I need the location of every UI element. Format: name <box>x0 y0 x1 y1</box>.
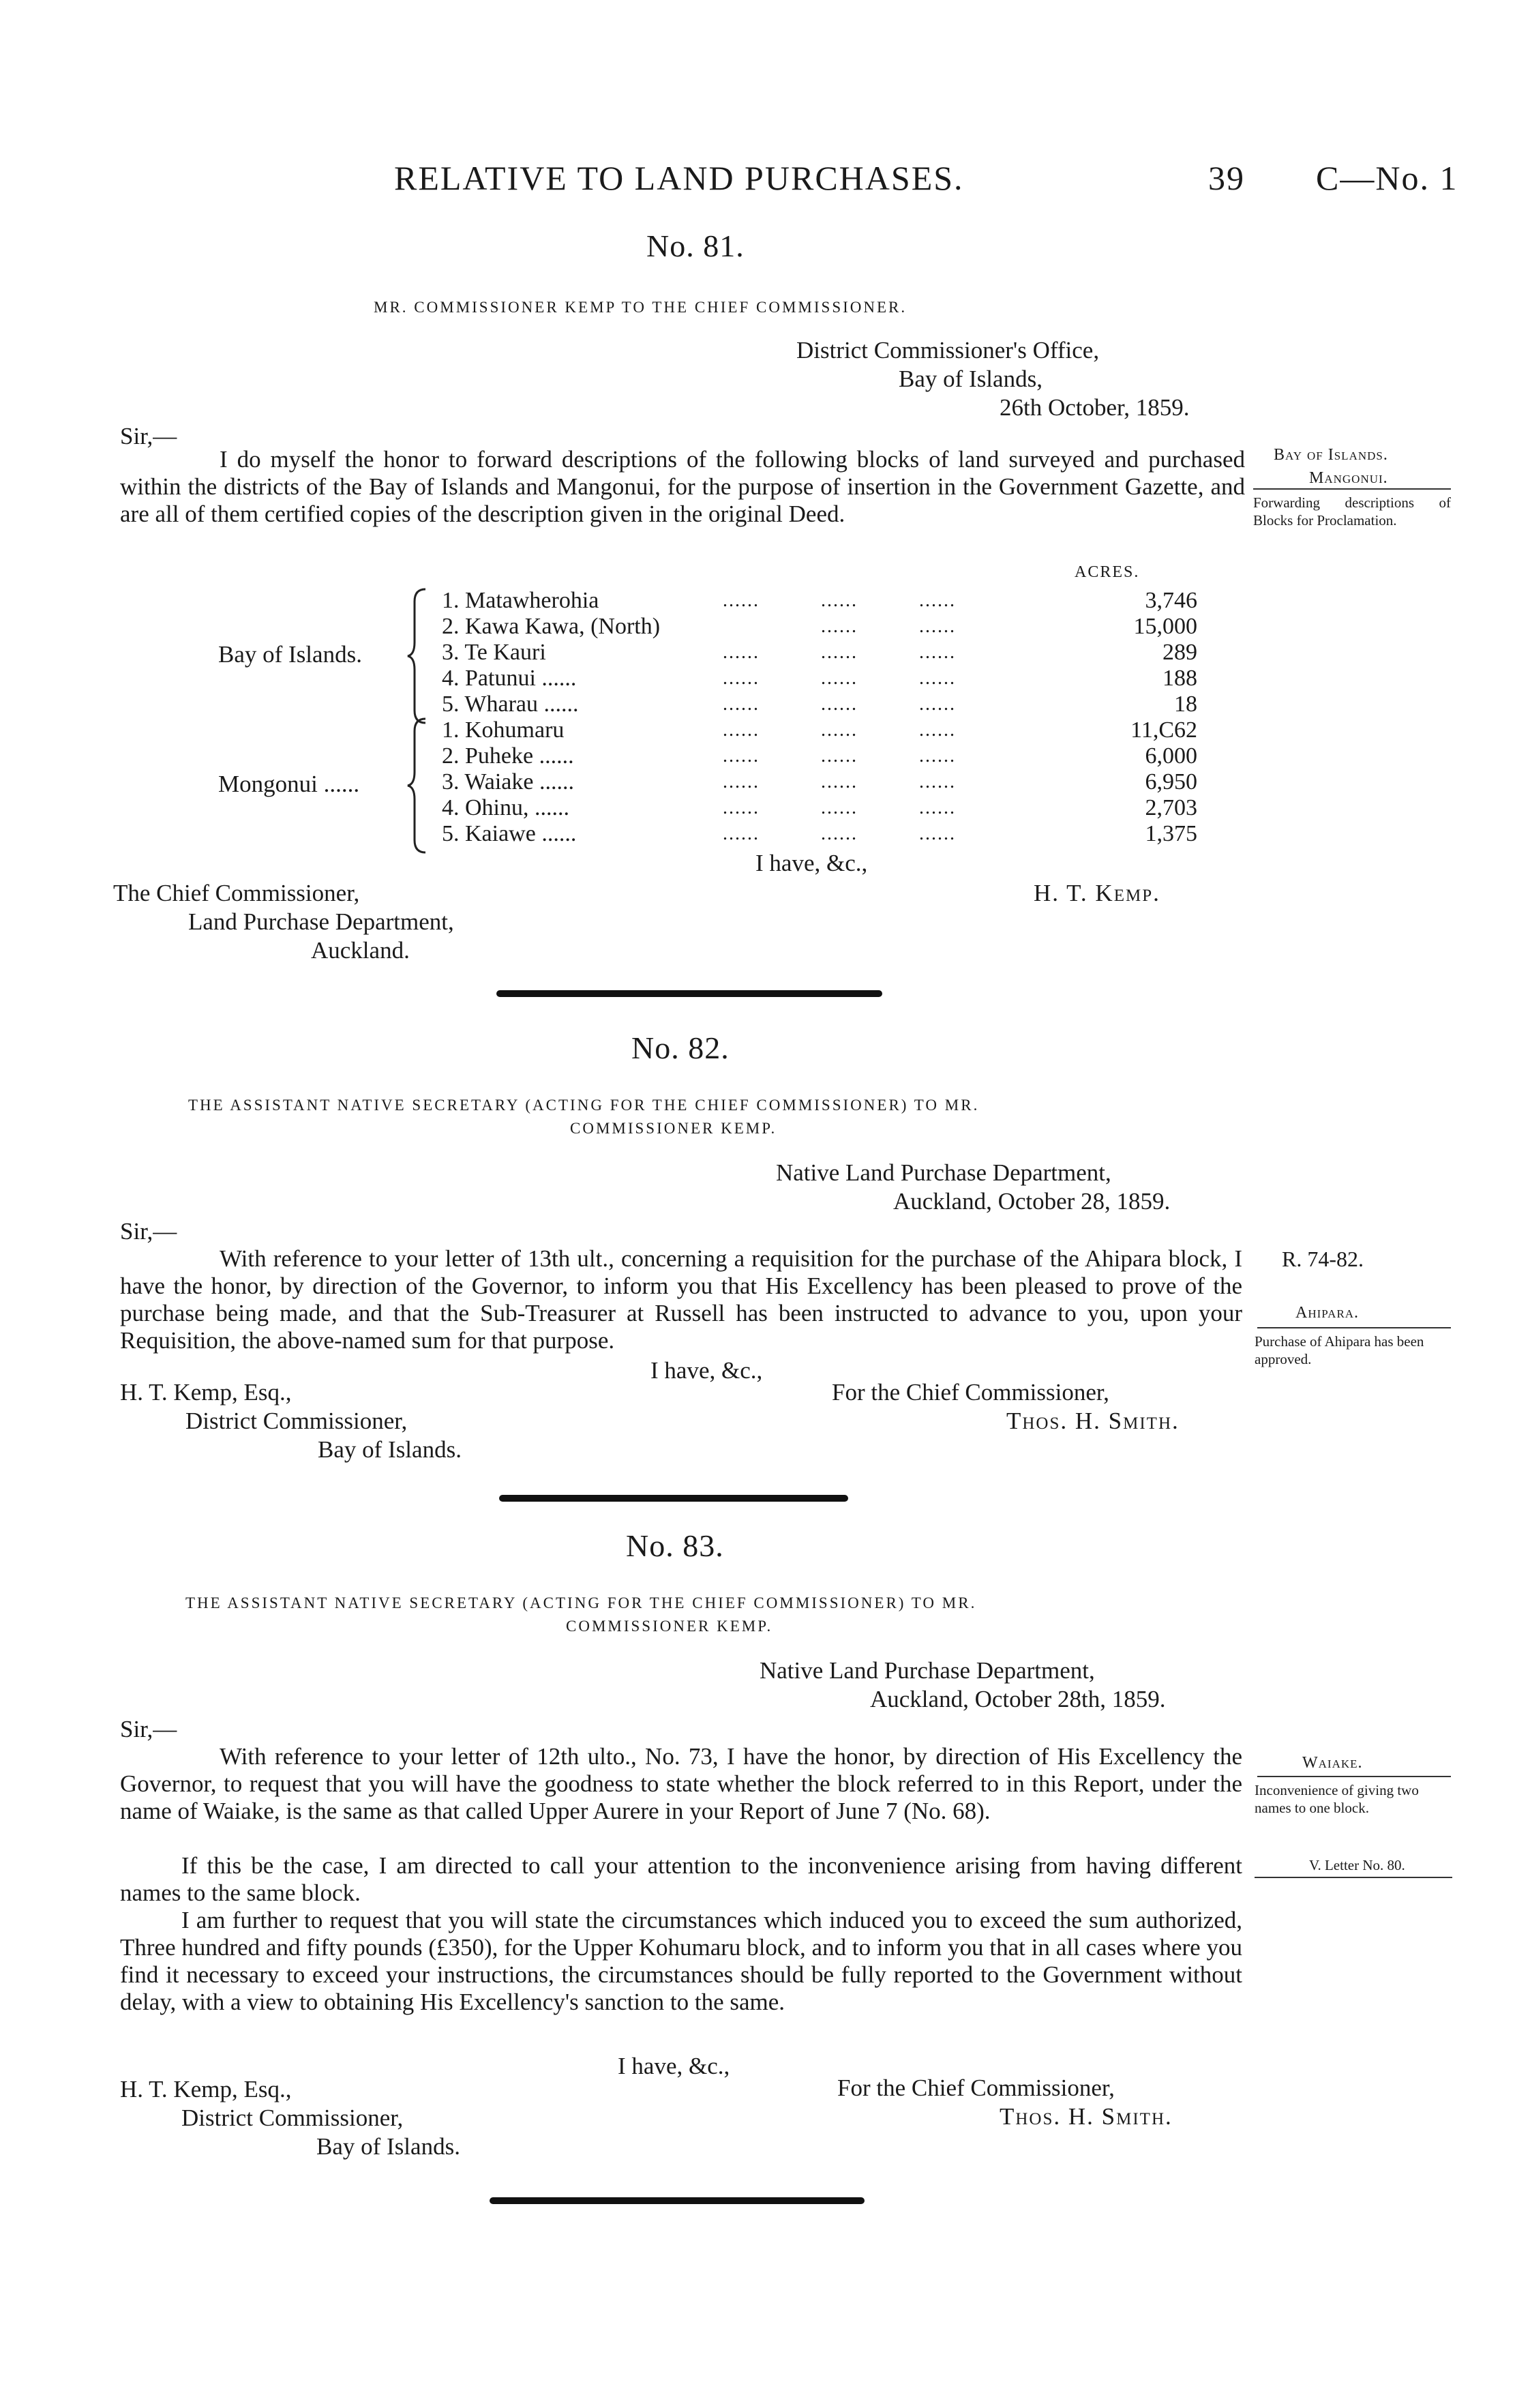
letter-82-subject-line2: COMMISSIONER KEMP. <box>570 1120 777 1137</box>
letter-81-salutation: Sir,— <box>120 423 177 449</box>
margin-83-ref-rule <box>1255 1877 1452 1878</box>
margin-82-heading: Ahipara. <box>1295 1304 1360 1322</box>
margin-83-heading: Waiake. <box>1302 1754 1363 1772</box>
letter-81-closing: I have, &c., <box>755 850 868 876</box>
margin-81-rule <box>1253 488 1451 490</box>
letter-83-salutation: Sir,— <box>120 1716 177 1742</box>
brace-mongonui <box>405 717 432 854</box>
acres-value: 6,000 <box>1145 743 1197 769</box>
leader-dots: ...... ...... ...... ...... ...... ...... ...... ...... ...... ...... ...... ...... ...... ...... <box>723 590 956 715</box>
letter-83-signature-2: Thos. H. Smith. <box>1000 2103 1173 2130</box>
block-row <box>442 717 564 743</box>
letter-81-address-1: District Commissioner's Office, <box>796 337 1100 363</box>
brace-bay-of-islands <box>405 588 432 724</box>
letter-82-closing: I have, &c., <box>650 1357 763 1384</box>
letter-82-recipient-3: Bay of Islands. <box>318 1436 462 1463</box>
acres-value: 2,703 <box>1145 795 1197 820</box>
letter-81-body: I do myself the honor to forward descriptions of the following blocks of land surveyed and purchased within the districts of the Bay of Islands and Mangonui, for the purpose of insertion in the Government Gazette, and are all of them certified copies of the description given in the original Deed. <box>120 446 1245 527</box>
letter-82-number: No. 82. <box>631 1030 730 1065</box>
margin-83-note: Inconvenience of giving two names to one block. <box>1255 1782 1419 1816</box>
letter-81-subject: MR. COMMISSIONER KEMP TO THE CHIEF COMMISSIONER. <box>374 299 907 316</box>
block-row <box>442 666 576 692</box>
leader-dots: ...... ...... ...... ...... ...... ...... ...... ...... ...... ...... ...... ...... ...... ...... ...... <box>723 719 956 844</box>
block-name: 1. Kohumaru <box>442 717 565 743</box>
document-reference: C—No. 1 <box>1316 159 1458 197</box>
acres-value: 6,950 <box>1145 769 1197 794</box>
acres-value: 289 <box>1162 640 1197 665</box>
block-row <box>442 692 578 717</box>
letter-81-address-3: 26th October, 1859. <box>1000 394 1190 421</box>
letter-83-closing: I have, &c., <box>618 2053 730 2079</box>
letter-82-recipient-2: District Commissioner, <box>185 1408 408 1434</box>
section-divider <box>499 1495 848 1502</box>
block-row <box>442 769 574 795</box>
letter-83-signature-1: For the Chief Commissioner, <box>837 2075 1115 2101</box>
block-name: 2. Kawa Kawa, (North) <box>442 614 661 639</box>
block-row <box>442 588 599 614</box>
block-name: 5. Kaiawe ...... <box>442 821 577 846</box>
margin-81-note: Forwarding descriptions of Blocks for Proclamation. <box>1253 494 1451 529</box>
section-divider <box>496 990 882 997</box>
letter-82-salutation: Sir,— <box>120 1218 177 1245</box>
letter-83-recipient-3: Bay of Islands. <box>316 2133 460 2160</box>
acres-value: 15,000 <box>1133 614 1197 639</box>
margin-83-ref: V. Letter No. 80. <box>1309 1857 1405 1873</box>
margin-81-subheading: Mangonui. <box>1309 469 1388 487</box>
letter-83-paragraph-3: I am further to request that you will state the circumstances which induced you to exceed the sum authorized, Three hundred and fifty pounds (£350), for the Upper Kohumaru block, and to inform you that in all cases where you find it necessary to exceed your instructions, the circumstances should be fully reported to the Government without delay, with a view to obtaining His Excellency's sanction to the same. <box>120 1907 1242 2015</box>
page-number: 39 <box>1208 159 1245 197</box>
acres-value: 188 <box>1162 666 1197 691</box>
letter-83-subject-line2: COMMISSIONER KEMP. <box>566 1618 773 1635</box>
acres-value: 11,C62 <box>1130 717 1197 743</box>
block-row <box>442 640 546 666</box>
margin-82-note: Purchase of Ahipara has been approved. <box>1255 1333 1424 1367</box>
letter-81-number: No. 81. <box>646 228 745 263</box>
block-row <box>442 743 574 769</box>
letter-83-address-2: Auckland, October 28th, 1859. <box>870 1686 1166 1712</box>
acres-value: 18 <box>1174 692 1197 717</box>
letter-81-recipient-2: Land Purchase Department, <box>188 908 454 935</box>
section-divider <box>490 2197 865 2204</box>
letter-81-recipient-3: Auckland. <box>311 937 410 964</box>
margin-81-heading: Bay of Islands. <box>1274 446 1388 464</box>
block-name: 5. Wharau ...... <box>442 692 579 717</box>
letter-83-paragraph-1: With reference to your letter of 12th ulto., No. 73, I have the honor, by direction of His Excellency the Governor, to request that you will have the goodness to state whether the block referred to in this Report, under the name of Waiake, is the same as that called Upper Aurere in your Report of June 7 (No. 68). <box>120 1743 1242 1824</box>
letter-81-recipient-1: The Chief Commissioner, <box>113 880 360 906</box>
letter-82-body: With reference to your letter of 13th ult., concerning a requisition for the purchase of the Ahipara block, I have the honor, by direction of the Governor, to inform you that His Excellency has been pleased to prove of the purchase being made, and that the Sub-Treasurer at Russell has been instructed to advance to you, upon your Requisition, the above-named sum for that purpose. <box>120 1245 1242 1354</box>
margin-83-rule <box>1257 1776 1451 1777</box>
letter-81-signature: H. T. Kemp. <box>1034 880 1160 906</box>
acres-header: ACRES. <box>1075 563 1140 581</box>
district-mongonui: Mongonui ...... <box>218 771 360 797</box>
letter-81-address-2: Bay of Islands, <box>899 366 1042 392</box>
letter-82-signature-2: Thos. H. Smith. <box>1006 1408 1180 1434</box>
letter-82-recipient-1: H. T. Kemp, Esq., <box>120 1379 292 1406</box>
letter-83-paragraph-2: If this be the case, I am directed to call your attention to the inconvenience arising from having different names to the same block. <box>120 1852 1242 1906</box>
margin-82-rule <box>1257 1327 1451 1328</box>
letter-82-signature-1: For the Chief Commissioner, <box>832 1379 1109 1406</box>
block-row <box>442 795 569 821</box>
acres-value: 3,746 <box>1145 588 1197 613</box>
block-name: 3. Te Kauri <box>442 640 546 665</box>
letter-82-address-1: Native Land Purchase Department, <box>776 1159 1111 1186</box>
block-name: 4. Ohinu, ...... <box>442 795 569 820</box>
block-row <box>442 614 660 640</box>
letter-83-number: No. 83. <box>626 1528 724 1563</box>
letter-82-address-2: Auckland, October 28, 1859. <box>893 1188 1171 1215</box>
block-name: 2. Puheke ...... <box>442 743 574 769</box>
letter-83-subject-line1: THE ASSISTANT NATIVE SECRETARY (ACTING FOR THE CHIEF COMMISSIONER) TO MR. <box>185 1594 977 1611</box>
letter-83-recipient-2: District Commissioner, <box>181 2105 404 2131</box>
block-row <box>442 821 576 847</box>
letter-83-address-1: Native Land Purchase Department, <box>760 1657 1095 1684</box>
block-name: 1. Matawherohia <box>442 588 599 613</box>
block-name: 4. Patunui ...... <box>442 666 577 691</box>
letter-83-recipient-1: H. T. Kemp, Esq., <box>120 2076 292 2102</box>
letter-82-subject-line1: THE ASSISTANT NATIVE SECRETARY (ACTING FOR THE CHIEF COMMISSIONER) TO MR. <box>188 1097 980 1114</box>
district-bay-of-islands: Bay of Islands. <box>218 641 362 668</box>
margin-82-ref: R. 74-82. <box>1282 1247 1364 1271</box>
block-name: 3. Waiake ...... <box>442 769 574 794</box>
page-title: RELATIVE TO LAND PURCHASES. <box>394 159 964 197</box>
acres-value: 1,375 <box>1145 821 1197 846</box>
